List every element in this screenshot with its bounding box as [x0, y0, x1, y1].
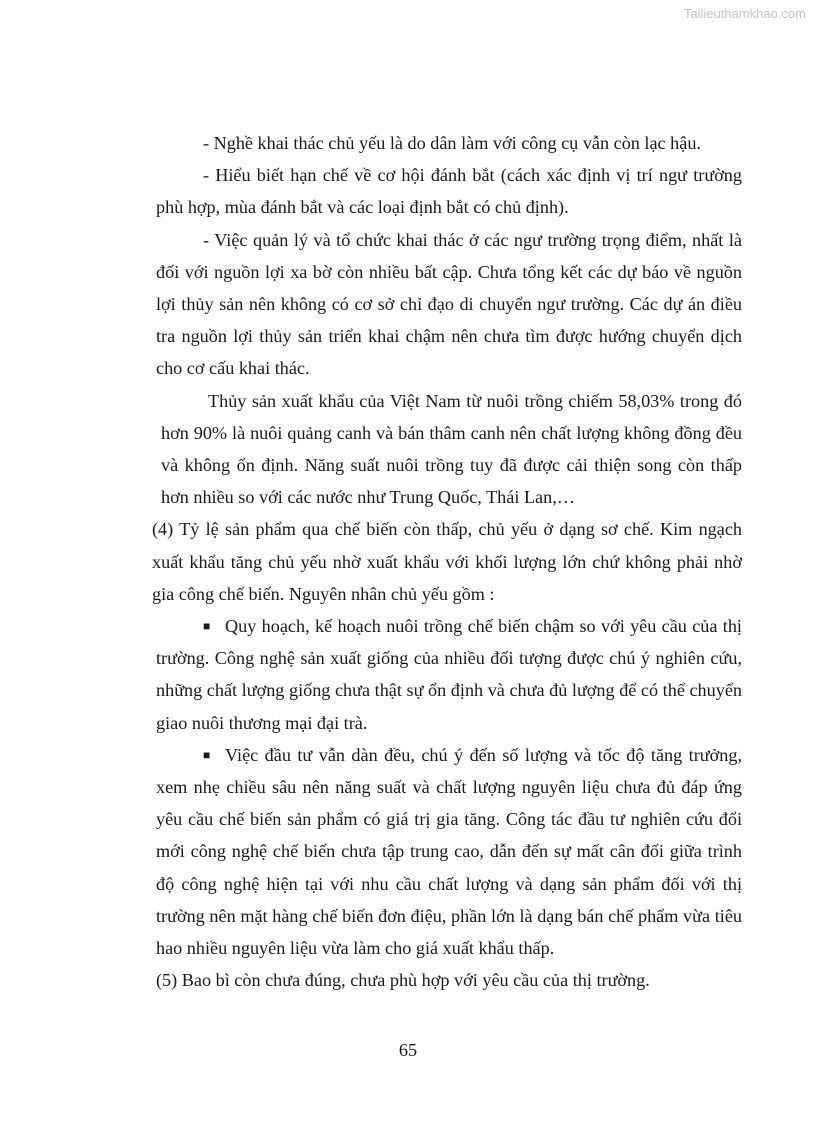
square-bullet-icon: ■ [203, 747, 211, 762]
paragraph-fishing-tools: - Nghề khai thác chủ yếu là do dân làm với công cụ vẫn còn lạc hậu. [203, 133, 701, 153]
bullet-item-planning [156, 610, 742, 739]
paragraph-processing-ratio: (4) Tỷ lệ sản phẩm qua chế biến còn thấp, chủ yếu ở dạng sơ chế. Kim ngạch xuất khẩu tăng chủ yếu nhờ xuất khẩu với khối lượng lớn chứ không phải nhờ gia công chế biến. Nguyên nhân chủ yếu gồm : [152, 519, 742, 604]
paragraph-packaging: (5) Bao bì còn chưa đúng, chưa phù hợp với yêu cầu của thị trường. [156, 970, 650, 991]
document-body [152, 127, 742, 996]
bullet-item-text: Việc đầu tư vẫn dàn đều, chú ý đến số lượng và tốc độ tăng trưởng, xem nhẹ chiều sâu nên năng suất và chất lượng nguyên liệu chưa đủ đáp ứng yêu cầu chế biến sản phẩm có giá trị gia tăng. Công tác đầu tư nghiên cứu đổi mới công nghệ chế biến chưa tập trung cao, dẫn đến sự mất cân đối giữa trình độ công nghệ hiện tại với nhu cầu chất lượng và dạng sản phẩm đối với thị trường nên mặt hàng chế biến đơn điệu, phần lớn là dạng bán chế phẩm vừa tiêu hao nhiều nguyên liệu vừa làm cho giá xuất khẩu thấp. [156, 744, 742, 959]
paragraph-fishing-knowledge: - Hiểu biết hạn chế về cơ hội đánh bắt (cách xác định vị trí ngư trường phù hợp, mùa đánh bắt và các loại định bắt có chủ định). [156, 165, 742, 218]
paragraph-aquaculture-export: Thủy sản xuất khẩu của Việt Nam từ nuôi trồng chiếm 58,03% trong đó hơn 90% là nuôi quảng canh và bán thâm canh nên chất lượng không đồng đều và không ổn định. Năng suất nuôi trồng tuy đã được cải thiện song còn thấp hơn nhiều so với các nước như Trung Quốc, Thái Lan,… [161, 390, 742, 508]
square-bullet-icon: ■ [203, 619, 211, 634]
paragraph-fishing-management: - Việc quản lý và tổ chức khai thác ở các ngư trường trọng điểm, nhất là đối với nguồn lợi xa bờ còn nhiều bất cập. Chưa tổng kết các dự báo về nguồn lợi thủy sản nên không có cơ sở chỉ đạo di chuyển ngư trường. Các dự án điều tra nguồn lợi thủy sản triển khai chậm nên chưa tìm được hướng chuyển dịch cho cơ cấu khai thác. [156, 229, 742, 379]
page-number: 65 [398, 1040, 418, 1060]
bullet-item-investment [156, 739, 742, 964]
watermark: Tailieuthamkhao.com [683, 6, 806, 21]
bullet-item-text: Quy hoạch, kế hoạch nuôi trồng chế biến chậm so với yêu cầu của thị trường. Công nghệ sản xuất giống của nhiều đối tượng được chú ý nghiên cứu, những chất lượng giống chưa thật sự ổn định và chưa đủ lượng để có thể chuyển giao nuôi thương mại đại trà. [156, 616, 742, 733]
